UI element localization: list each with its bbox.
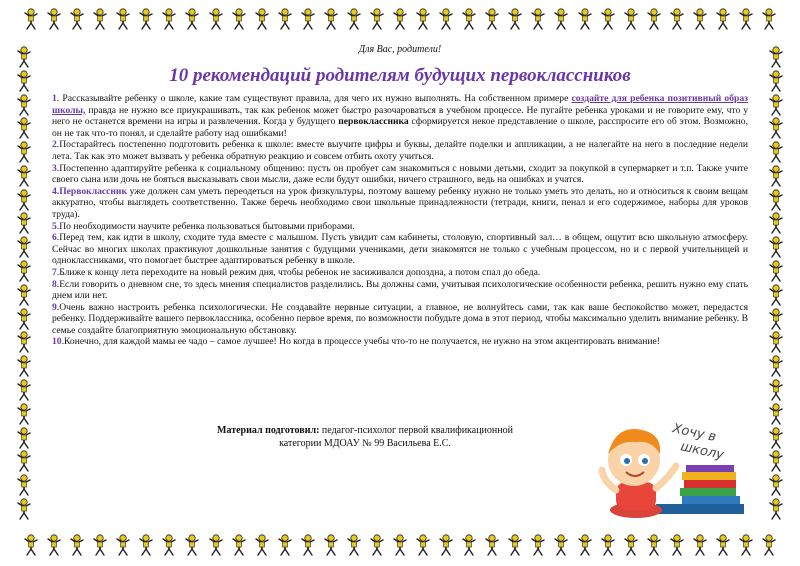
border-kid-icon	[767, 189, 785, 211]
item-1	[52, 93, 748, 139]
item-number: 3	[52, 162, 57, 174]
border-kid-icon	[737, 534, 755, 556]
border-kid-icon	[714, 534, 732, 556]
border-kid-icon	[691, 534, 709, 556]
border-kid-icon	[15, 474, 33, 496]
child-arm	[656, 466, 676, 488]
border-kid-icon	[207, 8, 225, 30]
item-text: сформируется некое представление о школе, расспросите его об этом. Возможно, он не так что-то понял, и сделайте работу над ошибками!	[52, 116, 748, 139]
border-kid-icon	[15, 379, 33, 401]
border-kid-icon	[299, 8, 317, 30]
author-text-1: педагог-психолог первой квалификационной	[319, 425, 513, 436]
border-kid-icon	[529, 534, 547, 556]
border-kid-icon	[183, 534, 201, 556]
border-kid-icon	[767, 236, 785, 258]
border-kid-icon	[767, 94, 785, 116]
border-kid-icon	[345, 8, 363, 30]
item-text: . Рассказывайте ребенку о школе, какие там существуют правила, для чего их нужно выполнять. На собственном примере	[56, 93, 572, 104]
border-kid-icon	[760, 534, 778, 556]
border-kid-icon	[276, 8, 294, 30]
book-green	[680, 488, 736, 496]
border-kid-icon	[15, 403, 33, 425]
border-kid-icon	[622, 534, 640, 556]
item-number: 9	[52, 301, 57, 313]
border-kid-icon	[253, 8, 271, 30]
border-kid-icon	[460, 8, 478, 30]
border-kid-icon	[15, 450, 33, 472]
border-kid-icon	[345, 534, 363, 556]
child-pupil-left	[624, 458, 630, 464]
border-kid-icon	[767, 474, 785, 496]
border-kid-icon	[767, 117, 785, 139]
border-kid-icon	[506, 8, 524, 30]
border-kid-icon	[767, 70, 785, 92]
item-text: .Если говорить о дневном сне, то здесь мнения специалистов разделились. Вы должны сами, учитывая психологические особенности ребенка, решить нужно ему спать днем или нет.	[52, 278, 748, 302]
border-kid-icon	[437, 534, 455, 556]
border-kid-icon	[91, 534, 109, 556]
item-number: 7	[52, 266, 57, 278]
border-kid-icon	[322, 534, 340, 556]
border-kid-icon	[767, 165, 785, 187]
child-with-books-illustration	[596, 410, 746, 520]
item-7	[52, 267, 748, 279]
border-right	[764, 46, 788, 520]
border-kid-icon	[767, 498, 785, 520]
item-number: 4	[52, 185, 57, 197]
border-kid-icon	[15, 46, 33, 68]
border-kid-icon	[483, 8, 501, 30]
border-kid-icon	[599, 534, 617, 556]
item-text: .Очень важно настроить ребенка психологически. Не создавайте нервные ситуации, а главное, не волнуйтесь сами, так как ваше беспокойство может, передастся ребенку. Поддерживайте вашего первоклассника, особенно первое время, по возможности побудьте дома в этот период, чтобы максимально уделить внимание ребенку. В семье создайте благоприятную эмоциональную обстановку.	[52, 301, 748, 336]
picture-caption-2: школу	[679, 439, 726, 464]
border-kid-icon	[15, 284, 33, 306]
item-text: правда не нужно все приукрашивать, так как ребенок может быстро разочароваться в учебном процессе. Не пугайте ребенка уроками и не говорите ему, что у него не останется времени на игры и развлечения. Когда у будущего	[52, 104, 748, 128]
item-text: .Постепенно адаптируйте ребенка к социальному общению: пусть он пробует сам знакомиться с новыми детьми, сходит за покупкой в супермаркет и т.п. Также учите своего сына или дочь не бояться высказывать свои мысли, даже если будут ошибки, ничего страшного, ведь на ошибках и учатся.	[52, 162, 748, 186]
border-kid-icon	[576, 8, 594, 30]
book-yellow	[682, 472, 736, 480]
border-kid-icon	[391, 534, 409, 556]
border-kid-icon	[767, 308, 785, 330]
border-kid-icon	[230, 8, 248, 30]
item-number: 2	[52, 139, 57, 151]
recommendations	[52, 93, 748, 348]
border-kid-icon	[767, 331, 785, 353]
border-kid-icon	[45, 8, 63, 30]
border-kid-icon	[483, 534, 501, 556]
border-kid-icon	[599, 8, 617, 30]
dedication: Для Вас, родители!	[358, 44, 442, 55]
item-text: .Ближе к концу лета переходите на новый режим дня, чтобы ребенок не засиживался допоздна, а потом спал до обеда.	[56, 266, 541, 278]
border-kid-icon	[691, 8, 709, 30]
border-kid-icon	[391, 8, 409, 30]
border-kid-icon	[414, 8, 432, 30]
author-label: Материал подготовил:	[217, 425, 320, 436]
border-kid-icon	[15, 189, 33, 211]
border-kid-icon	[15, 355, 33, 377]
border-kid-icon	[15, 498, 33, 520]
border-kid-icon	[114, 534, 132, 556]
item-text: уже должен сам уметь переодеться на урок физкультуры, поэтому вашему ребенку нужно не только уметь это делать, но и относиться к своим вещам аккуратно, чтобы выглядеть соответственно. Также беречь необходимо свои школьные принадлежности (тетради, книги, пенал и его содержимое, наборы для уроков труда).	[52, 185, 748, 220]
border-kid-icon	[460, 534, 478, 556]
border-kid-icon	[767, 379, 785, 401]
border-kid-icon	[15, 308, 33, 330]
border-kid-icon	[368, 534, 386, 556]
border-kid-icon	[160, 8, 178, 30]
book-red	[684, 480, 736, 488]
border-kid-icon	[767, 403, 785, 425]
border-kid-icon	[15, 212, 33, 234]
book-blue	[682, 496, 740, 504]
item-text: .Постарайтесь постепенно подготовить ребенка к школе: вместе выучите цифры и буквы, делайте поделки и аппликации, а не налегайте на него в последние недели лета. Так как это может вызвать у ребенка обратную реакцию и совсем отбить охоту учиться.	[52, 139, 748, 162]
item-8	[52, 279, 748, 302]
border-kid-icon	[207, 534, 225, 556]
border-top	[22, 8, 778, 32]
border-kid-icon	[183, 8, 201, 30]
border-kid-icon	[15, 117, 33, 139]
author-credit	[150, 424, 580, 450]
item-number: 10	[52, 336, 62, 348]
border-kid-icon	[506, 534, 524, 556]
border-kid-icon	[15, 94, 33, 116]
border-kid-icon	[767, 355, 785, 377]
item-5	[52, 221, 748, 233]
border-kid-icon	[414, 534, 432, 556]
border-kid-icon	[68, 534, 86, 556]
border-kid-icon	[737, 8, 755, 30]
border-kid-icon	[368, 8, 386, 30]
border-kid-icon	[322, 8, 340, 30]
border-kid-icon	[114, 8, 132, 30]
border-kid-icon	[576, 534, 594, 556]
border-kid-icon	[15, 427, 33, 449]
border-kid-icon	[767, 260, 785, 282]
border-kid-icon	[22, 534, 40, 556]
border-kid-icon	[437, 8, 455, 30]
border-kid-icon	[767, 427, 785, 449]
item-text: .Перед тем, как идти в школу, сходите туда вместе с малышом. Пусть увидит сам кабинеты, столовую, спортивный зал… в общем, ощутит всю школьную атмосферу. Сейчас во многих школах практикуют дошкольные занятия с будущими учениками, дети знакомятся не только с учебным процессом, но и с первой учительницей и одноклассниками, что помогает быстрее адаптироваться ребенку в школе.	[52, 232, 748, 267]
border-kid-icon	[15, 236, 33, 258]
border-kid-icon	[299, 534, 317, 556]
border-kid-icon	[767, 212, 785, 234]
border-kid-icon	[767, 141, 785, 163]
border-kid-icon	[668, 534, 686, 556]
border-kid-icon	[622, 8, 640, 30]
border-kid-icon	[68, 8, 86, 30]
item-number: 1	[52, 93, 57, 104]
border-kid-icon	[15, 165, 33, 187]
book-purple	[686, 465, 734, 472]
border-kid-icon	[253, 534, 271, 556]
item-number: 5	[52, 220, 57, 232]
item-bold: первоклассника	[338, 116, 409, 128]
border-kid-icon	[767, 284, 785, 306]
child-pupil-right	[642, 458, 648, 464]
border-kid-icon	[645, 534, 663, 556]
border-kid-icon	[137, 8, 155, 30]
border-kid-icon	[45, 534, 63, 556]
border-kid-icon	[137, 534, 155, 556]
page-title: 10 рекомендаций родителям будущих первоклассников	[169, 65, 631, 86]
border-kid-icon	[529, 8, 547, 30]
border-kid-icon	[22, 8, 40, 30]
border-kid-icon	[645, 8, 663, 30]
border-kid-icon	[668, 8, 686, 30]
border-left	[12, 46, 36, 520]
border-kid-icon	[760, 8, 778, 30]
border-kid-icon	[230, 534, 248, 556]
border-kid-icon	[160, 534, 178, 556]
border-kid-icon	[767, 450, 785, 472]
positive-image-link[interactable]: создайте для ребенка позитивный образ школы,	[52, 93, 748, 116]
book-bottom	[656, 504, 744, 514]
item-9	[52, 302, 748, 337]
item-text: .По необходимости научите ребенка пользоваться бытовыми приборами.	[56, 220, 355, 232]
border-kid-icon	[15, 260, 33, 282]
item-number: 8	[52, 278, 57, 290]
border-kid-icon	[552, 8, 570, 30]
border-kid-icon	[276, 534, 294, 556]
item-6	[52, 232, 748, 267]
border-kid-icon	[714, 8, 732, 30]
item-10	[52, 336, 748, 348]
item-4	[52, 186, 748, 221]
border-kid-icon	[15, 331, 33, 353]
border-kid-icon	[552, 534, 570, 556]
border-kid-icon	[15, 141, 33, 163]
border-kid-icon	[91, 8, 109, 30]
border-kid-icon	[767, 46, 785, 68]
child-shirt	[616, 482, 656, 510]
picture-caption-1: Хочу в	[671, 421, 718, 446]
item-bold: .Первоклассник	[56, 185, 127, 197]
item-3	[52, 163, 748, 186]
item-2	[52, 139, 748, 162]
border-bottom	[22, 534, 778, 558]
item-text: .Конечно, для каждой мамы ее чадо – самое лучшее! Но когда в процессе учебы что-то не получается, не нужно на этом акцентировать внимание!	[61, 336, 660, 348]
item-number: 6	[52, 232, 57, 244]
border-kid-icon	[15, 70, 33, 92]
author-text-2: категории МДОАУ № 99 Васильева Е.С.	[279, 438, 451, 449]
